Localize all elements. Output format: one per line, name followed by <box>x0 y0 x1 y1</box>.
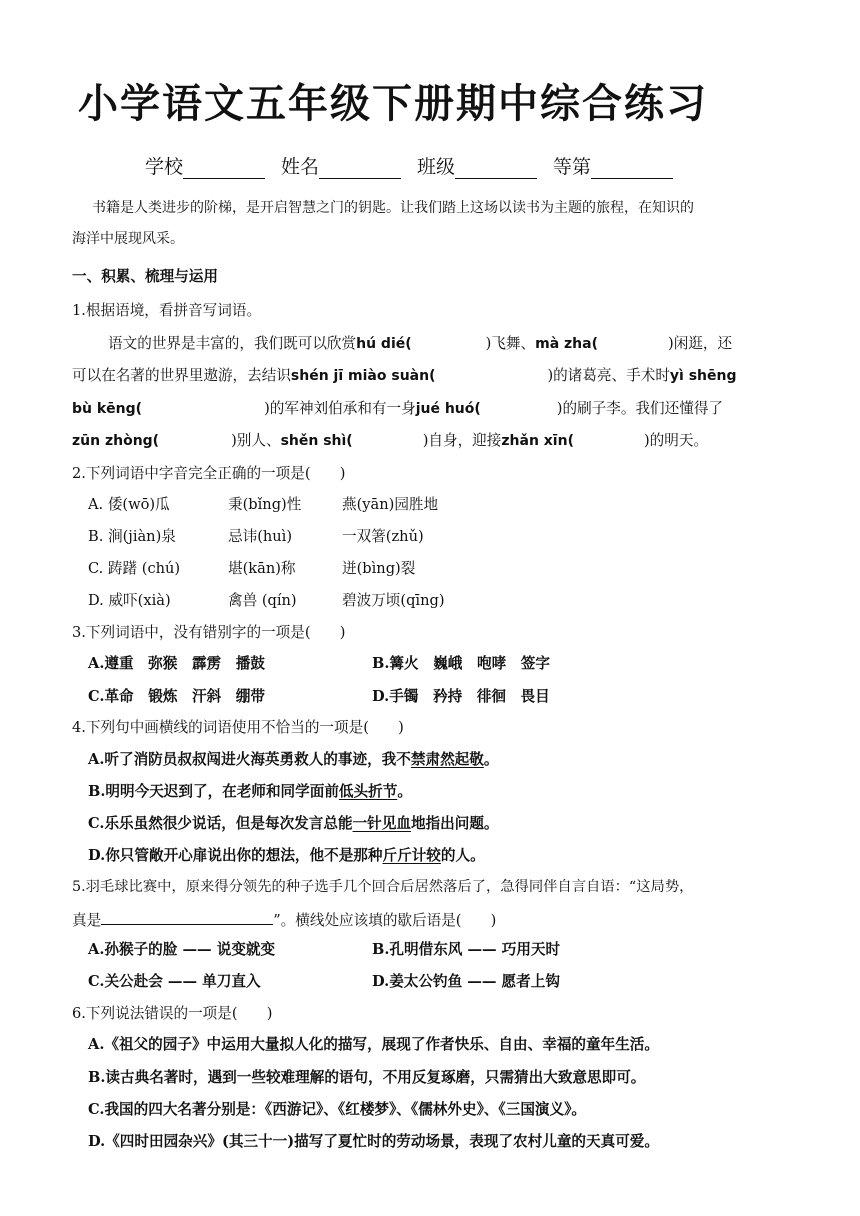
q5-text: ”。横线处应该填的歇后语是( ) <box>273 912 497 929</box>
q1-text: )自身，迎接 <box>422 432 502 449</box>
q4-text: 。 <box>397 783 412 800</box>
q2-option-word: 迸(bìng)裂 <box>342 560 416 577</box>
q2-option-word: 堪(kān)称 <box>228 560 296 577</box>
section-heading-1: 一、积累、梳理与运用 <box>72 268 218 285</box>
underlined-phrase: 一针见血 <box>352 815 411 832</box>
q4-option-d[interactable] <box>88 846 485 866</box>
q1-text: )的刷子李。我们还懂得了 <box>556 400 724 417</box>
q6-option-c[interactable]: C.我国的四大名著分别是：《西游记》、《红楼梦》、《儒林外史》、《三国演义》。 <box>88 1101 587 1118</box>
grade-blank[interactable] <box>591 158 673 179</box>
q4-option-a[interactable] <box>88 750 498 770</box>
q6-option-b[interactable]: B.读古典名著时，遇到一些较难理解的语句，不用反复琢磨，只需猜出大致意思即可。 <box>88 1069 646 1086</box>
q2-option-word: A. 倭(wō)瓜 <box>88 496 170 513</box>
q2-option-word: 燕(yān)园胜地 <box>342 496 439 513</box>
q4-text: A.听了消防员叔叔闯进火海英勇救人的事迹，我不 <box>88 751 411 768</box>
q2-option-word: D. 威吓(xià) <box>88 592 171 609</box>
q5-text: 真是 <box>72 912 102 929</box>
school-field <box>145 152 265 179</box>
q1-text: )别人、 <box>231 432 281 449</box>
q1-text: )的明天。 <box>643 432 709 449</box>
class-label: 班级 <box>417 156 456 178</box>
grade-label: 等第 <box>553 156 592 178</box>
q4-text: 。 <box>483 751 499 768</box>
q4-stem: 4.下列句中画横线的词语使用不恰当的一项是( ) <box>72 719 404 736</box>
q4-option-c[interactable] <box>88 814 499 834</box>
pinyin-yisheng: yì shēng <box>669 368 737 384</box>
pinyin-zhanxin: zhǎn xīn( <box>501 433 574 449</box>
q2-option-word: 忌讳(huì) <box>228 528 293 545</box>
underlined-phrase: 低头折节 <box>338 783 398 800</box>
grade-field <box>553 152 673 179</box>
page-title: 小学语文五年级下册期中综合练习 <box>78 81 708 127</box>
q1-text: 语文的世界是丰富的，我们既可以欣赏 <box>108 335 357 352</box>
q3-option-a[interactable]: A.遵重 弥猴 霹雳 播鼓 <box>88 655 265 672</box>
class-blank[interactable] <box>455 158 537 179</box>
q2-stem: 2.下列词语中字音完全正确的一项是( ) <box>72 465 346 482</box>
q1-text: )飞舞、 <box>485 335 536 352</box>
pinyin-mazha: mà zha( <box>535 336 598 352</box>
pinyin-shenjimiaosuan: shén jī miào suàn( <box>290 368 436 384</box>
q5-line-2 <box>72 909 496 931</box>
pinyin-hudie: hú dié( <box>356 336 412 352</box>
name-field <box>281 152 401 179</box>
q1-line-2 <box>72 366 737 386</box>
q3-option-c[interactable]: C.革命 锻炼 汗斜 绷带 <box>88 688 265 705</box>
q2-option-word: 秉(bǐng)性 <box>228 496 302 513</box>
name-label: 姓名 <box>281 156 320 178</box>
q1-text: )的军神刘伯承和有一身 <box>264 400 416 417</box>
q2-option-word: 碧波万顷(qīng) <box>342 592 445 609</box>
q1-text: )闲逛，还 <box>668 335 733 352</box>
q1-line-1 <box>108 334 732 354</box>
q4-text: C.乐乐虽然很少说话，但是每次发言总能 <box>88 815 353 832</box>
q5-option-d[interactable]: D.姜太公钓鱼 —— 愿者上钩 <box>372 973 560 990</box>
student-info-row <box>145 152 673 179</box>
q4-text: D.你只管敞开心扉说出你的想法，他不是那种 <box>88 847 383 864</box>
pinyin-shenshi: shěn shì( <box>280 433 353 449</box>
q4-text: B.明明今天迟到了，在老师和同学面前 <box>88 783 339 800</box>
q3-option-b[interactable]: B.篝火 巍峨 咆哮 签字 <box>372 655 550 672</box>
q6-option-d[interactable]: D.《四时田园杂兴》(其三十一)描写了夏忙时的劳动场景，表现了农村儿童的天真可爱。 <box>88 1133 659 1150</box>
q2-option-word: C. 踌躇 (chú) <box>88 560 181 577</box>
intro-line-2: 海洋中展现风采。 <box>72 231 184 247</box>
q1-text: )的诸葛亮、手术时 <box>547 367 670 384</box>
q5-line-1: 5.羽毛球比赛中，原来得分领先的种子选手几个回合后居然落后了，急得同伴自言自语：“这局势， <box>72 879 694 895</box>
q6-option-a[interactable]: A.《祖父的园子》中运用大量拟人化的描写，展现了作者快乐、自由、幸福的童年生活。 <box>88 1036 659 1053</box>
school-label: 学校 <box>145 156 184 178</box>
underlined-phrase: 禁肃然起敬 <box>410 751 484 768</box>
q1-line-3 <box>72 399 723 419</box>
q5-option-a[interactable]: A.孙猴子的脸 —— 说变就变 <box>88 941 276 958</box>
class-field <box>417 152 537 179</box>
q5-answer-blank[interactable] <box>101 909 273 925</box>
pinyin-zunzhong: zūn zhòng( <box>72 433 160 449</box>
underlined-phrase: 斤斤计较 <box>382 847 441 864</box>
pinyin-juehuo: jué huó( <box>415 401 481 417</box>
q6-stem: 6.下列说法错误的一项是( ) <box>72 1005 273 1022</box>
q5-option-c[interactable]: C.关公赴会 —— 单刀直入 <box>88 973 261 990</box>
intro-line-1: 书籍是人类进步的阶梯，是开启智慧之门的钥匙。让我们踏上这场以读书为主题的旅程，在知识的 <box>92 200 694 216</box>
pinyin-bukeng: bù kēng( <box>72 401 143 417</box>
q1-stem: 1.根据语境，看拼音写词语。 <box>72 302 262 319</box>
q3-stem: 3.下列词语中，没有错别字的一项是( ) <box>72 624 346 641</box>
q2-option-word: B. 涧(jiàn)泉 <box>88 528 176 545</box>
q4-text: 的人。 <box>440 847 485 864</box>
q2-option-word: 禽兽 (qín) <box>228 592 297 609</box>
q1-line-4 <box>72 431 708 451</box>
q1-text: 可以在名著的世界里遨游，去结识 <box>72 367 291 384</box>
q4-option-b[interactable] <box>88 782 412 802</box>
q2-option-word: 一双箸(zhǔ) <box>342 528 424 545</box>
school-blank[interactable] <box>183 158 265 179</box>
q5-option-b[interactable]: B.孔明借东风 —— 巧用天时 <box>372 941 561 958</box>
name-blank[interactable] <box>319 158 401 179</box>
q4-text: 地指出问题。 <box>410 815 499 832</box>
q3-option-d[interactable]: D.手镯 矜持 徘徊 畏目 <box>372 688 550 705</box>
